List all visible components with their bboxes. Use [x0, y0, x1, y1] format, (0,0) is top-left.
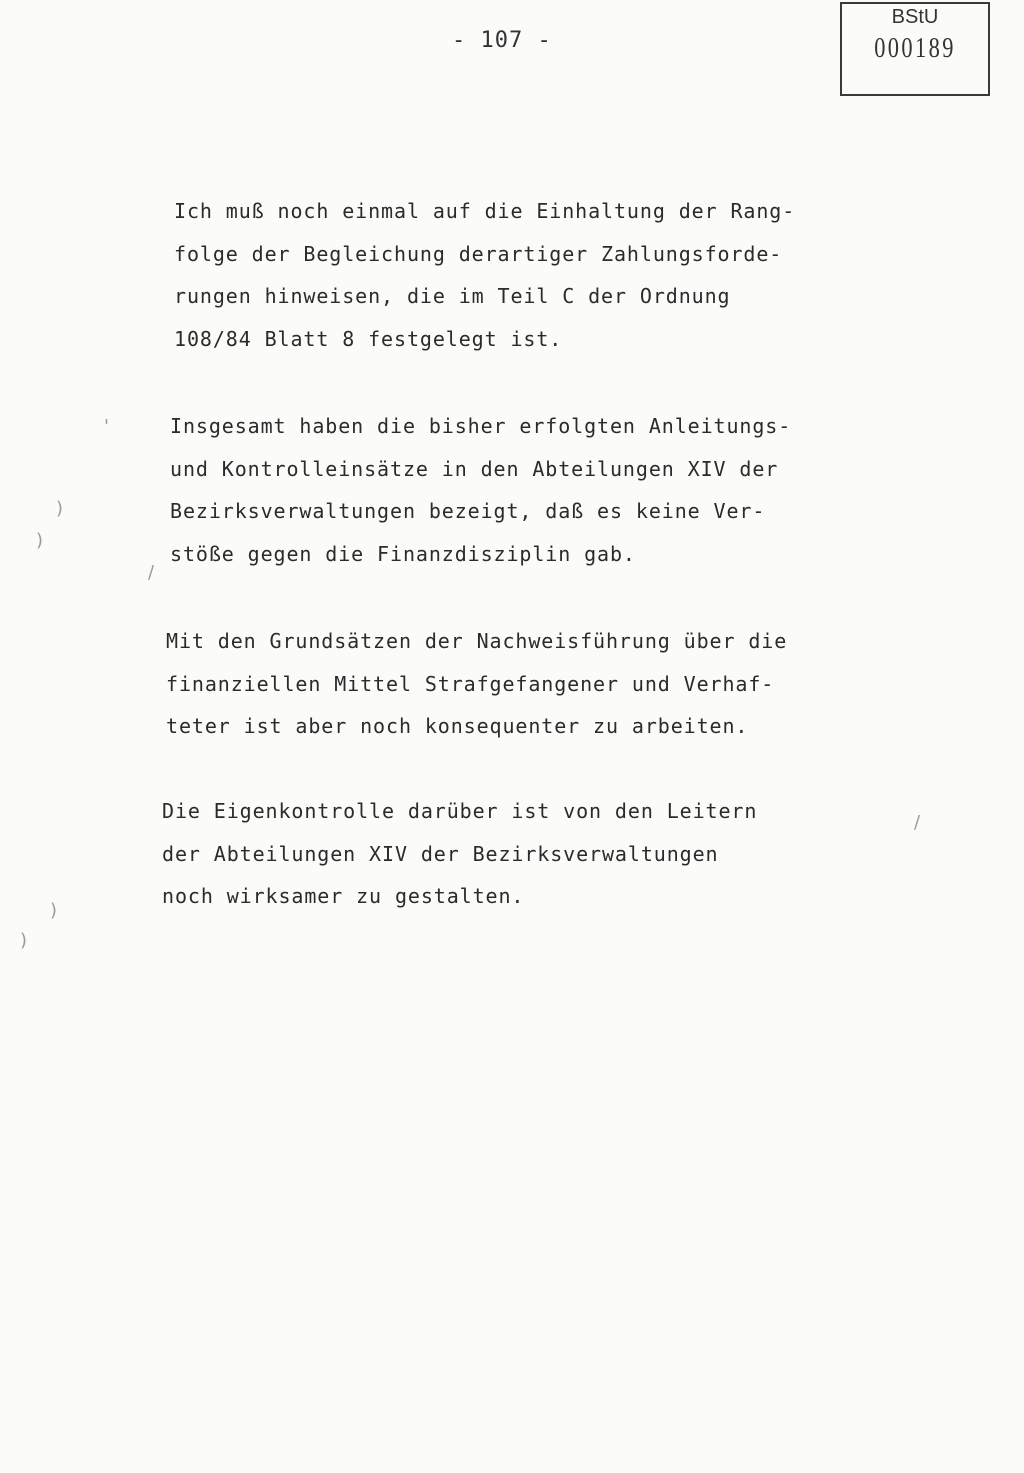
scan-mark: ' — [104, 416, 109, 437]
paragraph-3 — [166, 620, 787, 748]
paragraph-2 — [170, 405, 791, 575]
scan-mark: ) — [56, 498, 64, 519]
paragraph-line: folge der Begleichung derartiger Zahlungsforde- — [174, 241, 783, 266]
paragraph-line: teter ist aber noch konsequenter zu arbeiten. — [166, 714, 749, 738]
paragraph-line: und Kontrolleinsätze in den Abteilungen XIV der — [170, 456, 779, 481]
paragraph-line: der Abteilungen XIV der Bezirksverwaltungen — [162, 841, 719, 866]
scan-mark: ) — [50, 900, 58, 921]
archive-stamp — [840, 2, 990, 96]
paragraph-line: rungen hinweisen, die im Teil C der Ordnung — [174, 284, 731, 308]
scan-mark: / — [914, 812, 921, 833]
scan-mark: / — [148, 562, 155, 583]
paragraph-line: noch wirksamer zu gestalten. — [162, 884, 525, 908]
page-number: - 107 - — [452, 28, 552, 53]
stamp-number: 000189 — [874, 33, 956, 64]
paragraph-line: Insgesamt haben die bisher erfolgten Anleitungs- — [170, 414, 792, 438]
scan-mark: ) — [36, 530, 44, 551]
paragraph-line: finanziellen Mittel Strafgefangener und Verhaf- — [166, 671, 775, 696]
paragraph-line: Die Eigenkontrolle darüber ist von den Leitern — [162, 799, 758, 823]
paragraph-line: Ich muß noch einmal auf die Einhaltung der Rang- — [174, 199, 796, 223]
paragraph-4 — [162, 790, 757, 918]
paragraph-line: Mit den Grundsätzen der Nachweisführung über die — [166, 629, 788, 653]
paragraph-1 — [174, 190, 795, 360]
scan-mark: ) — [20, 930, 28, 951]
paragraph-line: Bezirksverwaltungen bezeigt, daß es keine Ver- — [170, 499, 766, 523]
stamp-label: BStU — [891, 6, 939, 28]
paragraph-line: stöße gegen die Finanzdisziplin gab. — [170, 541, 636, 566]
paragraph-line: 108/84 Blatt 8 festgelegt ist. — [174, 326, 563, 351]
